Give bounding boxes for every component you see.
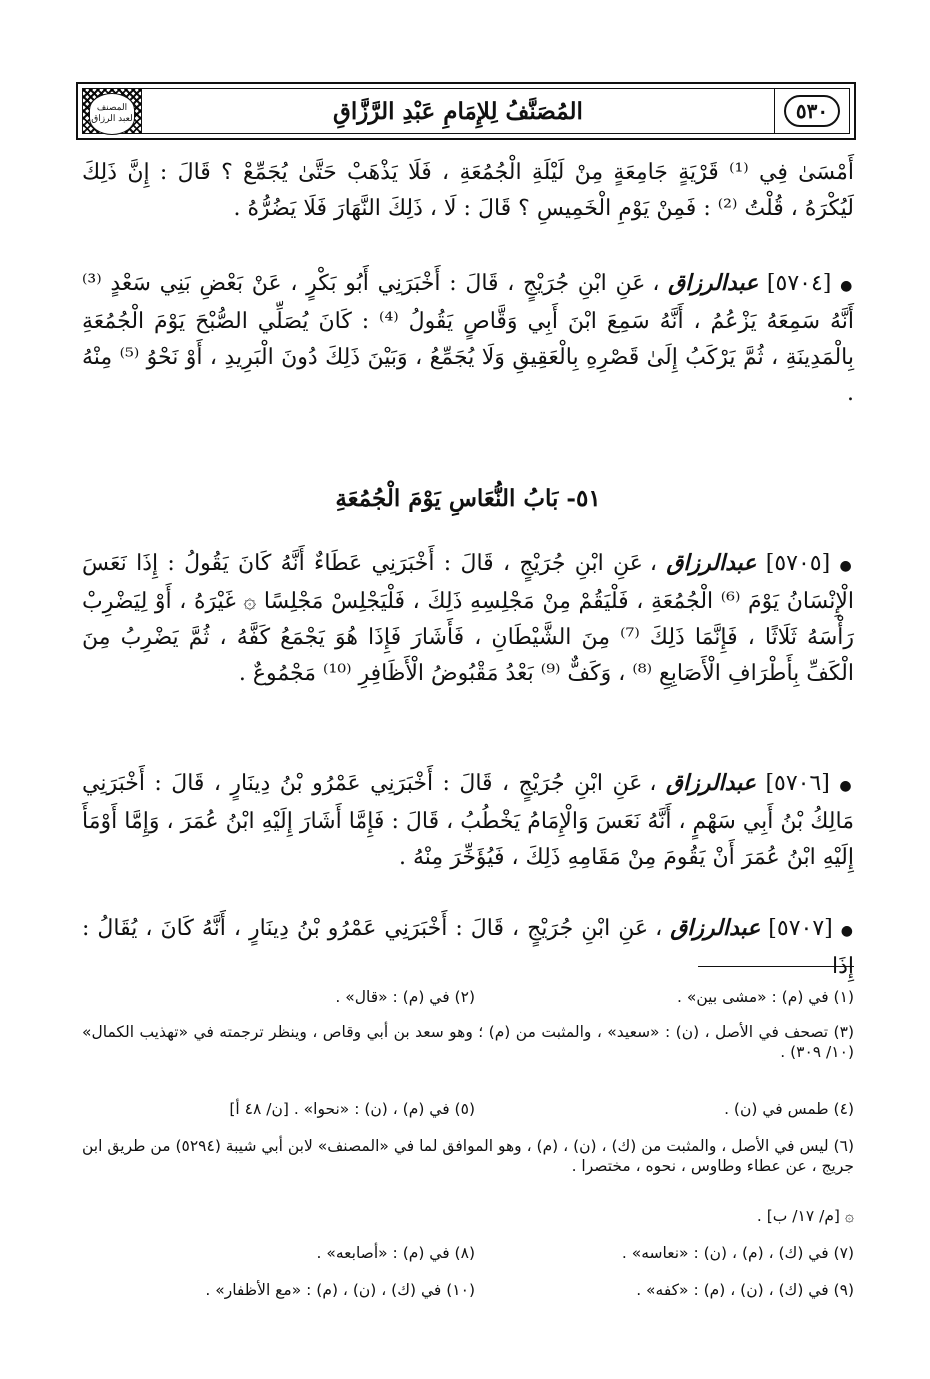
running-title: المُصَنَّفُ لِلإِمَامِ عَبْدِ الرَّزَّاقِ [333,97,583,125]
footnote-4: (٤) طمس في (ن) . [724,1100,854,1118]
book-seal-logo: المصنف لعبد الرزاق [89,93,135,135]
footnote-5: (٥) في (م) ، (ن) : «نحوا» . [ن/ ٤٨ أ] [229,1100,475,1118]
hadith-text: ، عَنِ ابْنِ جُرَيْجٍ ، قَالَ : أَخْبَرَنِي عَطَاءٌ أَنَّهُ كَانَ يَقُولُ : إِذَا نَعَسَ الْإِنْسَانُ يَوْمَ ⁽⁶⁾ الْجُمُعَةِ ، فَلْيَقُمْ مِنْ مَجْلِسِهِ ذَلِكَ ، فَلْيَجْلِسْ مَجْلِسًا ۞ غَيْرَهُ ، أَوْ لِيَضْرِبْ رَأْسَهُ ثَلَاثًا ، فَإِنَّمَا ذَلِكَ ⁽⁷⁾ مِنَ الشَّيْطَانِ ، فَأَشَارَ فَإِذَا هُوَ يَجْمَعُ كَفَّهُ ، ثُمَّ يَضْرِبُ مِنَ الْكَفِّ بِأَطْرَافِ الْأَصَابِعِ ⁽⁸⁾ ، وَكَفٌّ ⁽⁹⁾ بَعْدُ مَقْبُوضُ الْأَظَافِرِ ⁽¹⁰⁾ مَجْمُوعٌ . [82,551,854,686]
folio-marker: ۞ [م/ ١٧/ ب] . [756,1207,854,1225]
footnote-7: (٧) في (ك) ، (م) ، (ن) : «نعاسه» . [621,1244,854,1262]
hadith-entry-5706 [82,765,854,876]
hadith-entry-5705 [82,545,854,692]
footnote-6: (٦) ليس في الأصل ، والمثبت من (ك) ، (ن) ، (م) ، وهو الموافق لما في «المصنف» لابن أبي شيبة (٥٢٩٤) من طريق ابن جريج ، عن عطاء وطاوس ، نحوه ، مختصرا . [82,1137,854,1175]
header-ornament-left [83,89,142,133]
bullet-icon: ● [839,558,855,574]
footnote-9: (٩) في (ك) ، (ن) ، (م) : «كفه» . [636,1281,854,1299]
page-number-box [774,89,849,133]
bullet-icon: ● [839,778,855,794]
hadith-entry-5707 [82,910,854,985]
footnote-8: (٨) في (م) : «أصابعه» . [316,1244,475,1262]
hadith-author: عبدالرزاق [668,270,759,296]
hadith-number: [٥٧٠٦] [765,771,830,796]
footnote-separator [698,966,854,967]
chapter-heading: ٥١- بَابُ النُّعَاسِ يَوْمَ الْجُمُعَةِ [335,485,601,512]
hadith-text: ، عَنِ ابْنِ جُرَيْجٍ ، قَالَ : أَخْبَرَنِي أَبُو بَكْرٍ ، عَنْ بَعْضِ بَنِي سَعْدٍ ⁽³⁾ أَنَّهُ سَمِعَهُ يَزْعُمُ ، أَنَّهُ سَمِعَ ابْنَ أَبِي وَقَّاصٍ يَقُولُ ⁽⁴⁾ : كَانَ يُصَلِّي الصُّبْحَ يَوْمَ الْجُمُعَةِ بِالْمَدِينَةِ ، ثُمَّ يَرْكَبُ إِلَىٰ قَصْرِهِ بِالْعَقِيقِ وَلَا يُجَمِّعُ ، وَبَيْنَ ذَلِكَ دُونَ الْبَرِيدِ ، أَوْ نَحْوُ ⁽⁵⁾ مِنْهُ . [82,271,855,406]
footnote-3: (٣) تصحف في الأصل ، (ن) : «سعيد» ، والمثبت من (م) ؛ وهو سعد بن أبي وقاص ، وينظر ترجمته في «تهذيب الكمال» (١٠/ ٣٠٩) . [82,1023,854,1061]
hadith-author: عبدالرزاق [670,915,761,941]
page-header [76,82,856,140]
hadith-text: ، عَنِ ابْنِ جُرَيْجٍ ، قَالَ : أَخْبَرَنِي عَمْرُو بْنُ دِينَارٍ ، قَالَ : أَخْبَرَنِي مَالِكُ بْنُ أَبِي سَهْمٍ ، أَنَّهُ نَعَسَ وَالْإِمَامُ يَخْطُبُ ، قَالَ : فَإِمَّا أَشَارَ إِلَيْهِ ابْنُ عُمَرَ ، وَإِمَّا أَوْمَأَ إِلَيْهِ ابْنُ عُمَرَ أَنْ يَقُومَ مِنْ مَقَامِهِ ذَلِكَ ، فَيُؤَخِّرَ مِنْهُ . [82,771,854,870]
footnote-10: (١٠) في (ك) ، (ن) ، (م) : «مع الأظفار» . [205,1281,475,1299]
hadith-number: [٥٧٠٧] [768,916,833,941]
hadith-number: [٥٧٠٥] [765,551,831,576]
hadith-number: [٥٧٠٤] [766,271,832,296]
footnote-2: (٢) في (م) : «قال» . [335,988,475,1006]
bullet-icon: ● [840,278,854,294]
hadith-author: عبدالرزاق [665,770,756,796]
page-number: ٥٣٠ [784,95,840,127]
continuation-paragraph: أَمْسَىٰ فِي ⁽¹⁾ قَرْيَةٍ جَامِعَةٍ مِنْ لَيْلَةِ الْجُمُعَةِ ، فَلَا يَذْهَبْ حَتَّىٰ يُجَمِّعْ ؟ قَالَ : إِنَّ ذَلِكَ لَيُكْرَهُ ، قُلْتُ ⁽²⁾ : فَمِنْ يَوْمِ الْخَمِيسِ ؟ قَالَ : لَا ، ذَلِكَ النَّهَارَ فَلَا يَضُرُّهُ . [82,160,854,221]
bullet-icon: ● [840,923,854,939]
hadith-entry-5704 [82,265,854,412]
hadith-text: ، عَنِ ابْنِ جُرَيْجٍ ، قَالَ : أَخْبَرَنِي عَمْرُو بْنُ دِينَارٍ ، أَنَّهُ كَانَ ، يُقَالُ : إِذَا [82,916,854,979]
hadith-author: عبدالرزاق [666,550,757,576]
footnote-1: (١) في (م) : «مشى بين» . [677,988,854,1006]
